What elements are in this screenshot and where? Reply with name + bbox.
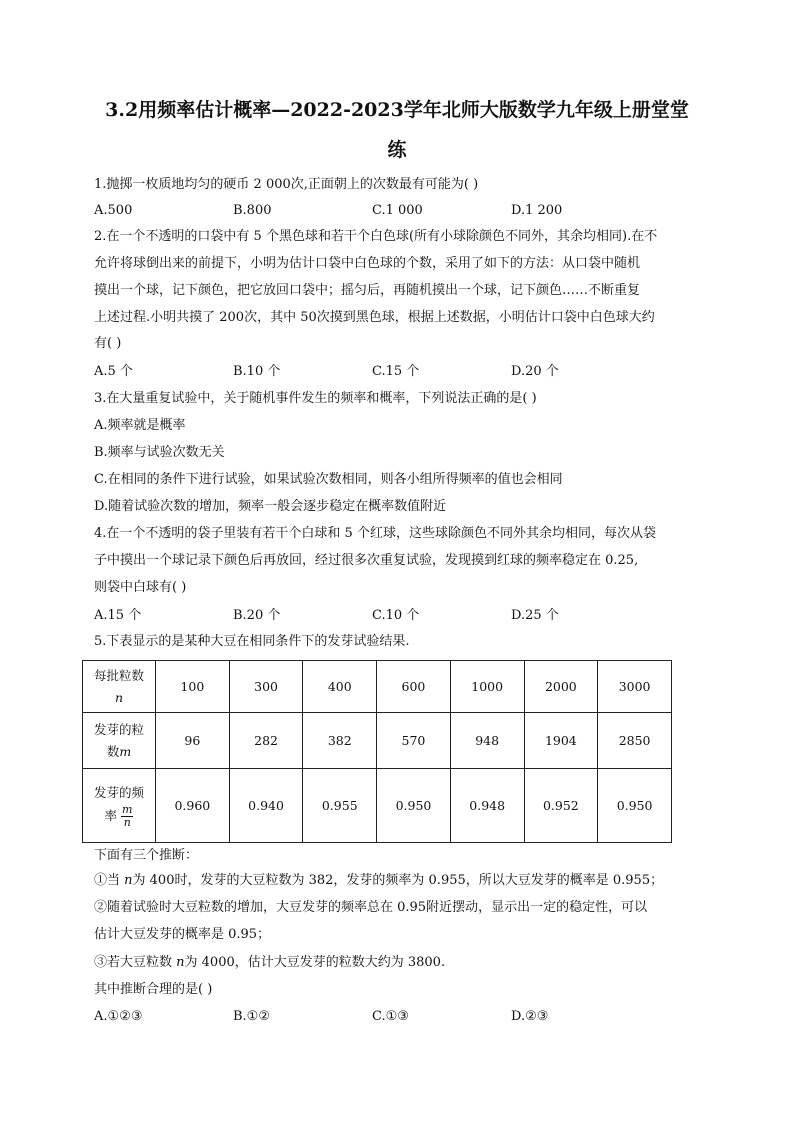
q5-option-a: A.①②③: [94, 1009, 143, 1024]
table-row-rate: [83, 769, 672, 843]
q3-option-c: C.在相同的条件下进行试验，如果试验次数相同，则各小组所得频率的值也会相同: [94, 472, 563, 487]
table-cell: 1904: [524, 713, 598, 769]
row-label-variable: n: [114, 689, 124, 705]
inference-text: 为 400时，发芽的大豆粒数为 382，发芽的频率为 0.955，所以大豆发芽的概率是 0.955；: [132, 873, 664, 888]
inference-text: ③若大豆粒数: [94, 955, 177, 970]
q5-inference-2-line-1: ②随着试验时大豆粒数的增加，大豆发芽的频率总在 0.95附近摆动，显示出一定的稳定性，可以: [94, 900, 648, 915]
q3-option-b: B.频率与试验次数无关: [94, 445, 225, 460]
q5-stem: 5.下表显示的是某种大豆在相同条件下的发芽试验结果.: [94, 634, 410, 649]
q5-option-b: B.①②: [233, 1009, 270, 1024]
table-row-m: [83, 713, 672, 769]
row-label-text: 每批粒数: [93, 667, 144, 683]
q4-option-b: B.20 个: [233, 608, 281, 623]
germination-table: [82, 660, 672, 843]
q1-option-a: A.500: [94, 203, 133, 218]
table-cell: 2850: [598, 713, 672, 769]
q2-option-d: D.20 个: [511, 364, 559, 379]
inference-variable: n: [124, 873, 133, 888]
row-label-text: 发芽的频: [93, 785, 144, 800]
table-cell: 282: [229, 713, 303, 769]
q5-inference-1: [94, 872, 663, 890]
fraction-numerator: m: [122, 803, 133, 816]
table-cell: 948: [450, 713, 524, 769]
table-cell: 3000: [598, 661, 672, 713]
q4-line-1: 4.在一个不透明的袋子里装有若干个白球和 5 个红球，这些球除颜色不同外其余均相同，每次从袋: [94, 526, 656, 541]
q4-option-a: A.15 个: [94, 608, 142, 623]
table-cell: 100: [156, 661, 230, 713]
table-cell: 300: [229, 661, 303, 713]
q5-option-d: D.②③: [511, 1009, 549, 1024]
row-label-text: 率: [104, 808, 118, 823]
table-cell: 0.955: [303, 769, 377, 843]
q2-line-3: 摸出一个球，记下颜色，把它放回口袋中；摇匀后，再随机摸出一个球，记下颜色……不断重复: [94, 283, 641, 298]
table-cell: 570: [377, 713, 451, 769]
table-cell: 0.948: [450, 769, 524, 843]
q5-inference-2-line-2: 估计大豆发芽的概率是 0.95；: [94, 927, 271, 942]
document-title-line-2: 练: [387, 139, 407, 161]
table-cell: 400: [303, 661, 377, 713]
q5-inference-3: [94, 954, 445, 972]
q1-stem: 1.抛掷一枚质地均匀的硬币 2 000次,正面朝上的次数最有可能为( ): [94, 177, 479, 192]
q2-line-1: 2.在一个不透明的口袋中有 5 个黑色球和若干个白色球(所有小球除颜色不同外，其余均相同).在不: [94, 229, 658, 244]
q5-question: 其中推断合理的是( ): [94, 982, 213, 997]
q3-option-d: D.随着试验次数的增加，频率一般会逐步稳定在概率数值附近: [94, 499, 447, 514]
table-cell: 1000: [450, 661, 524, 713]
table-cell: 0.950: [598, 769, 672, 843]
q4-option-c: C.10 个: [372, 608, 420, 623]
row-label-text: 发芽的粒: [93, 721, 144, 737]
table-cell: 0.960: [156, 769, 230, 843]
table-cell: 2000: [524, 661, 598, 713]
table-row-n: [83, 661, 672, 713]
q1-option-b: B.800: [233, 203, 272, 218]
table-cell: 0.950: [377, 769, 451, 843]
q1-option-c: C.1 000: [372, 203, 423, 218]
q2-option-a: A.5 个: [94, 364, 133, 379]
fraction-m-over-n: [121, 804, 133, 829]
row-label-germination-rate: [83, 769, 156, 843]
q2-option-b: B.10 个: [233, 364, 281, 379]
q2-line-5: 有( ): [94, 336, 122, 351]
row-label-germinated-count: [83, 713, 156, 769]
q4-line-2: 子中摸出一个球记录下颜色后再放回，经过很多次重复试验，发现摸到红球的频率稳定在 0.25,: [94, 553, 639, 568]
table-cell: 382: [303, 713, 377, 769]
row-label-variable: m: [119, 743, 132, 759]
q5-inference-intro: 下面有三个推断：: [94, 848, 199, 863]
inference-text: ①当: [94, 873, 125, 888]
inference-variable: n: [176, 955, 185, 970]
q4-line-3: 则袋中白球有( ): [94, 580, 187, 595]
table-cell: 96: [156, 713, 230, 769]
document-title-line-1: 3.2用频率估计概率—2022-2023学年北师大版数学九年级上册堂堂: [105, 99, 689, 121]
inference-text: 为 4000，估计大豆发芽的粒数大约为 3800.: [184, 955, 446, 970]
q2-line-4: 上述过程.小明共摸了 200次，其中 50次摸到黑色球，根据上述数据，小明估计口袋中白色球大约: [94, 310, 655, 325]
table-cell: 0.952: [524, 769, 598, 843]
q3-option-a: A.频率就是概率: [94, 418, 186, 433]
q3-stem: 3.在大量重复试验中，关于随机事件发生的频率和概率，下列说法正确的是( ): [94, 391, 537, 406]
fraction-denominator: n: [123, 816, 131, 829]
q5-option-c: C.①③: [372, 1009, 409, 1024]
q2-option-c: C.15 个: [372, 364, 420, 379]
row-label-text: 数: [106, 743, 120, 759]
table-cell: 600: [377, 661, 451, 713]
table-cell: 0.940: [229, 769, 303, 843]
q1-option-d: D.1 200: [511, 203, 563, 218]
row-label-batch-size: [83, 661, 156, 713]
q4-option-d: D.25 个: [511, 608, 559, 623]
q2-line-2: 允许将球倒出来的前提下，小明为估计口袋中白色球的个数，采用了如下的方法：从口袋中随机: [94, 256, 641, 271]
